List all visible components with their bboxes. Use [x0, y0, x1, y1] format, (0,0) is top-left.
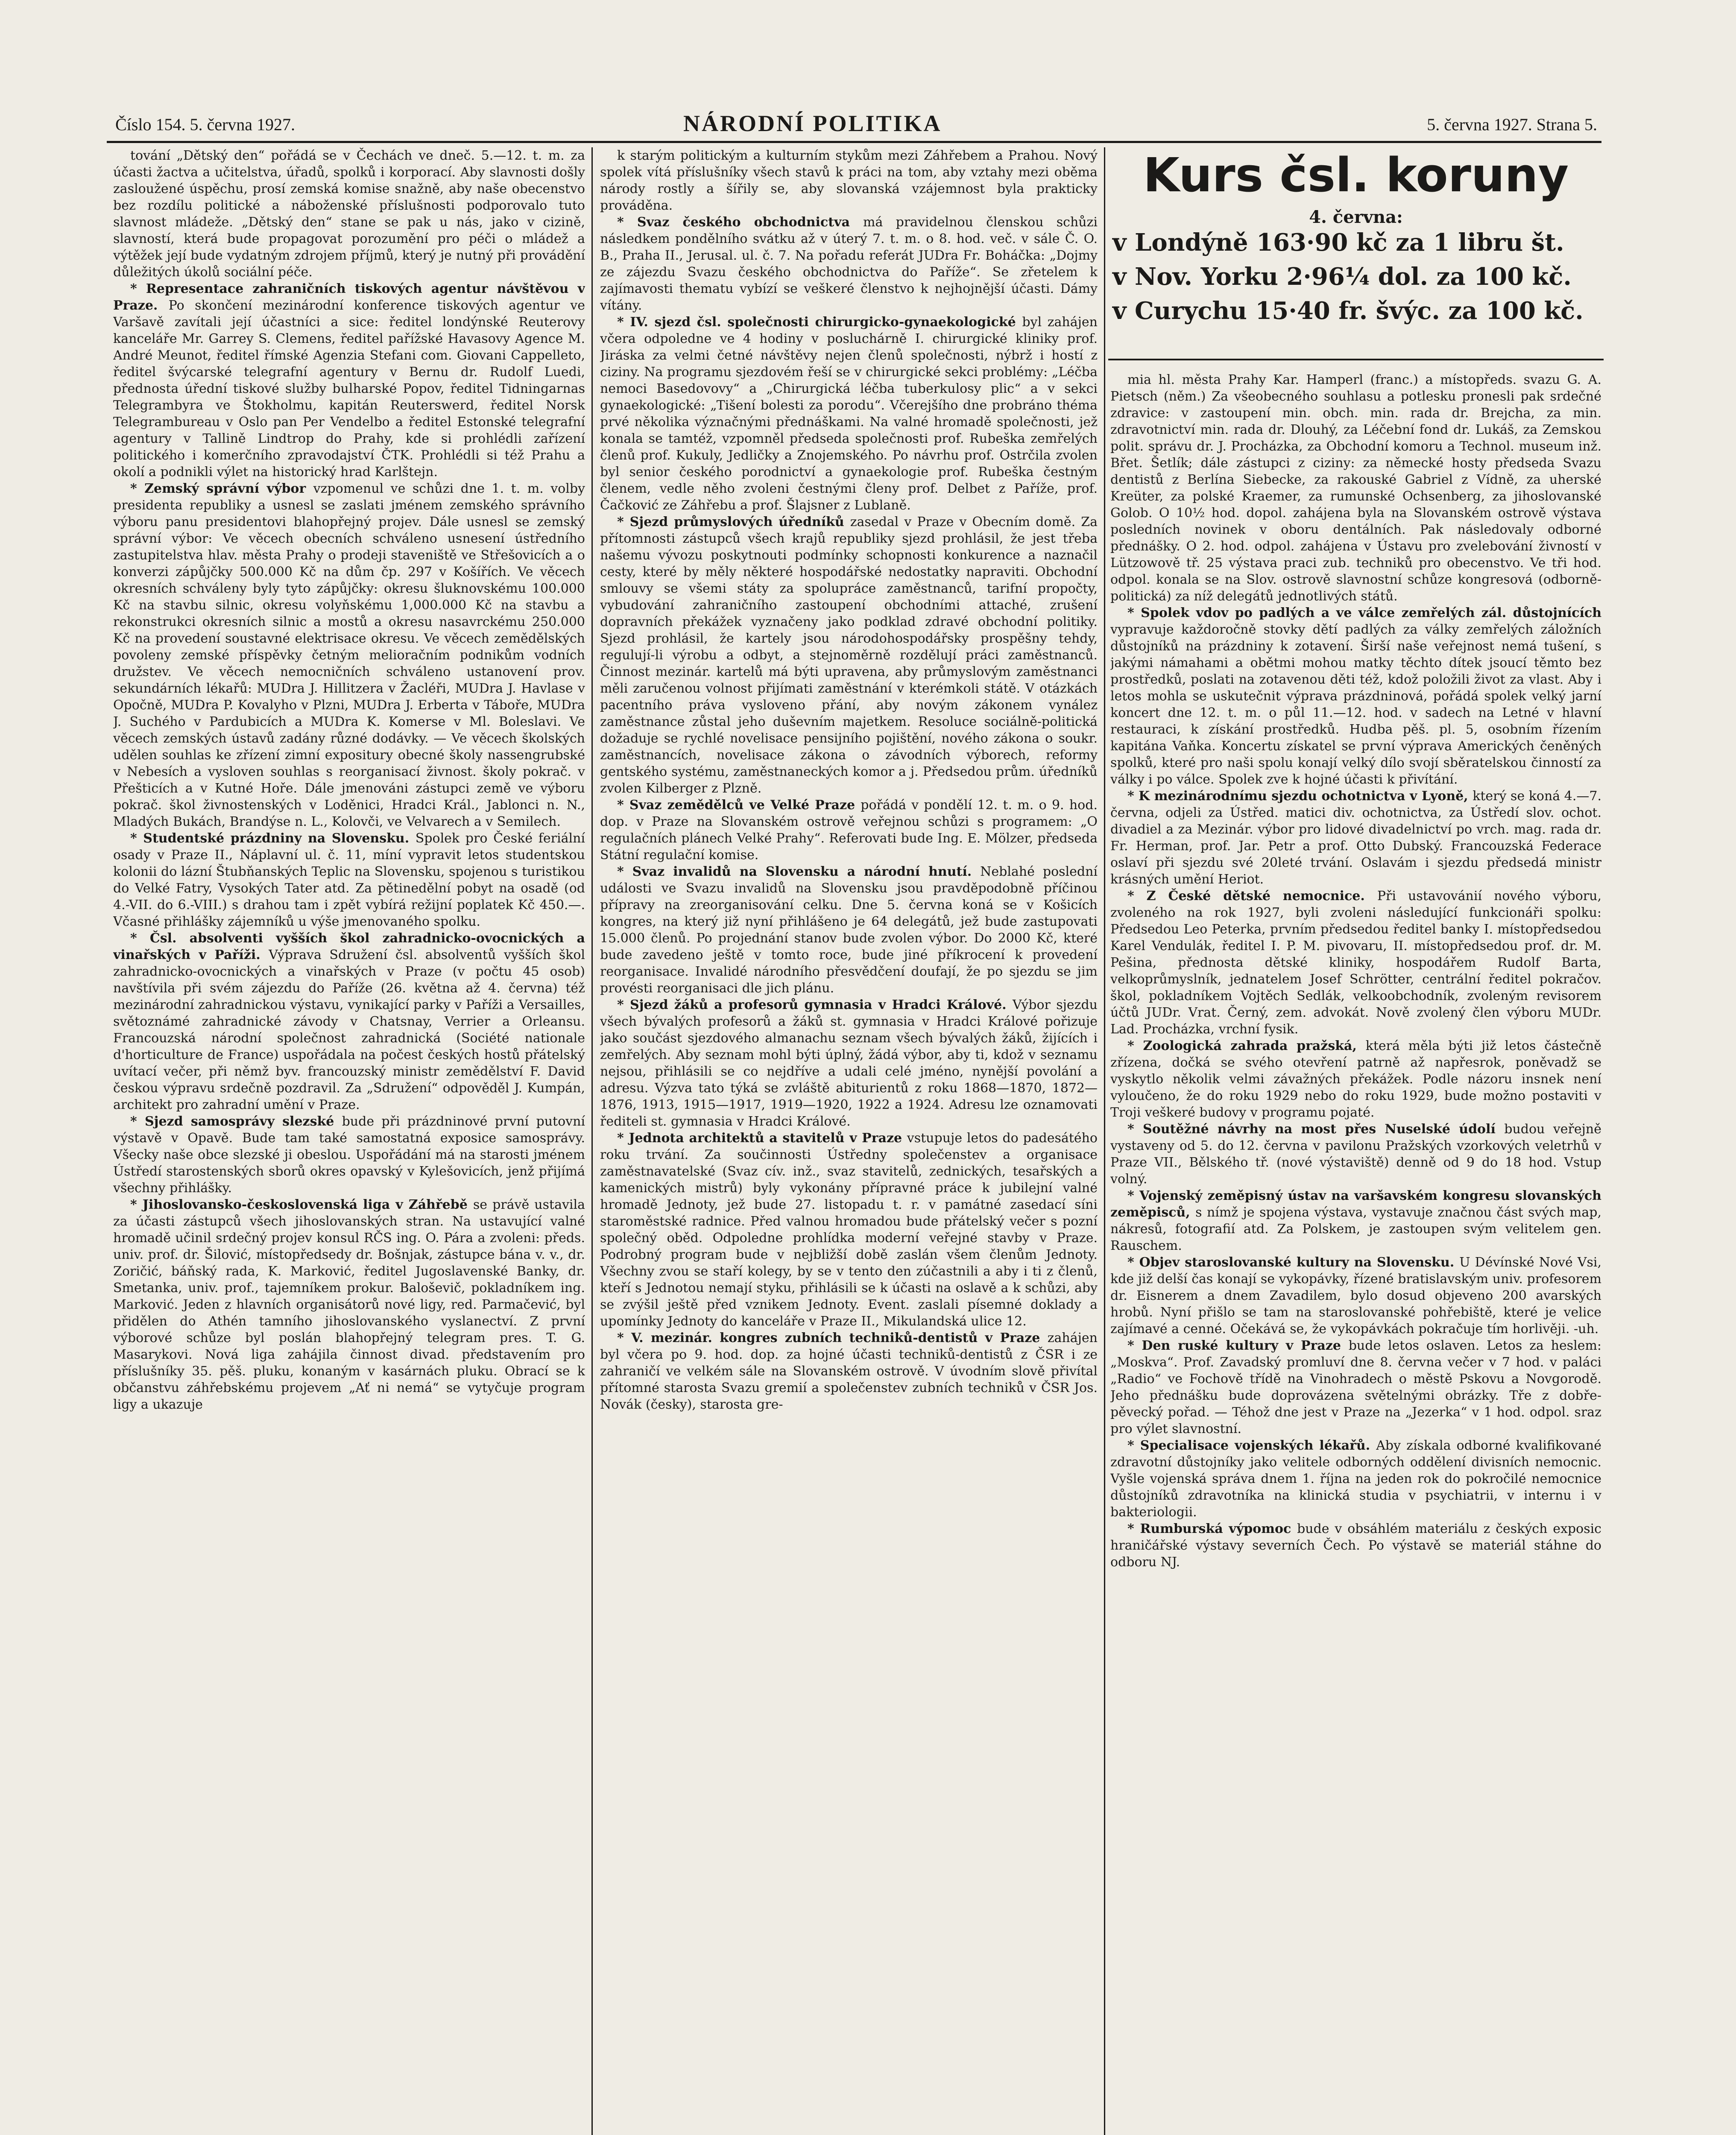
article-paragraph [1110, 1121, 1601, 1187]
article-paragraph [1110, 1521, 1601, 1571]
article-headline: * Specialisace vojenských lékařů. [1127, 1438, 1376, 1453]
article-paragraph [1110, 888, 1601, 1038]
article-paragraph [600, 147, 1098, 214]
column-3 [1110, 371, 1601, 2135]
article-headline: * Zemský správní výbor [130, 481, 313, 496]
article-paragraph [600, 314, 1098, 514]
article-body: budou veřejně vystaveny od 5. do 12. června v pavilonu Pražských vzorkových veletrhů v Praze VII., Bělského tř. (nové výstaviště) denně od 9 do 18 hod. Vstup volný. [1110, 1122, 1601, 1187]
article-headline: * IV. sjezd čsl. společnosti chirurgicko-gynaekologické [617, 315, 1022, 330]
article-headline: * Vojenský zeměpisný ústav na varšavském kongresu slovanských zeměpisců, [1110, 1188, 1601, 1220]
article-body: byl zahájen včera odpoledne ve 4 hodiny v posluchárně I. chirurgické kliniky prof. Jiráska za velmi četné návštěvy nejen členů společnosti, nýbrž i hostí z ciziny. Na programu sjezdovém řeší se v chirurgické sekci problémy: „Léčba nemoci Basedovovy“ a „Chirurgická léčba tuberkulosy plic“ a v sekci gynaekologické: „Tišení bolesti za porodu“. Včerejšího dne probráno théma prvé několika význačnými přednáškami. Na valné hromadě společnosti, jež konala se tamtéž, vzpomněl předseda společnosti prof. Rubeška zemřelých členů prof. Kukuly, Jedličky a Znojemského. Po návrhu prof. Ostrčila zvolen byl senior českého porodnictví a gynaekologie prof. Rubeška čestným členem, vedle něho zvoleni čestnými členy prof. Delbet z Paříže, prof. Čačković ze Záhřebu a prof. Šlajsner z Lublaně. [600, 315, 1098, 513]
article-body: pořádá v pondělí 12. t. m. o 9. hod. dop. v Praze na Slovanském ostrově veřejnou schůzi s programem: „O regulačních plánech Velké Prahy“. Referovati bude Ing. E. Mölzer, předseda Státní regulační komise. [600, 798, 1098, 863]
article-paragraph [600, 797, 1098, 863]
article-body: s nímž je spojena výstava, vystavuje značnou část svých map, nákresů, fotografií atd. Za Polskem, je zastoupen svým velitelem gen. Rauschem. [1110, 1205, 1601, 1253]
article-paragraph [113, 147, 585, 281]
article-body: bude v obsáhlém materiálu z českých exposic hraničářské výstavy severních Čech. Po výstavě se materiál stáhne do odboru NJ. [1110, 1521, 1601, 1570]
article-body: má pravidelnou členskou schůzi následkem pondělního svátku až v úterý 7. t. m. o 8. hod. več. v sále Č. O. B., Praha II., Jerusal. ul. č. 7. Na pořadu referát JUDra Fr. Boháčka: „Dojmy ze zájezdu Svazu českého obchodnictva do Paříže“. Se zřetelem k zajímavosti thematu vybízí se veškeré členstvo k nejhojnější účasti. Dámy vítány. [600, 215, 1098, 313]
article-paragraph [600, 214, 1098, 314]
article-body: mia hl. města Prahy Kar. Hamperl (franc.) a místopředs. svazu G. A. Pietsch (něm.) Za všeobecného souhlasu a potlesku pronesli pak srdečné zdravice: v zastoupení min. obch. min. rada dr. Brejcha, za min. zdravotnictví min. rada dr. Dlouhý, za Léčební fond dr. Lukáš, za Zemskou polit. správu dr. J. Procházka, za Obchodní komoru a Technol. museum inž. Břet. Šetlík; dále zástupci z ciziny: za německé hosty předseda Svazu dentistů z Berlína Siebecke, za rakouské Gabriel z Vídně, za uherské Kreüter, za polské Kraemer, za rumunské Ochsenberg, za jihoslovanské Golob. O 10½ hod. dopol. zahájena byla na Slovanském ostrově výstava posledních novinek v oboru dentálních. Pak následovaly odborné přednášky. O 2. hod. odpol. zahájena v Ústavu pro zvelebování živností v Lützowově tř. 25 výstava praci zub. techniků pro obecenstvo. Ve tři hod. odpol. konala se na Slov. ostrově slavnostní schůze kongresová (odborně-politická) za níž delegátů jednotlivých států. [1110, 372, 1601, 604]
rate-new-york: v Nov. Yorku 2·96¼ dol. za 100 kč. [1112, 263, 1572, 291]
column-divider-1 [591, 147, 593, 2135]
rate-london: v Londýně 163·90 kč za 1 libru št. [1112, 228, 1564, 257]
column-2 [600, 147, 1098, 2135]
article-headline: * K mezinárodnímu sjezdu ochotnictva v Lyoně, [1127, 789, 1473, 804]
article-paragraph [1110, 788, 1601, 888]
article-paragraph [600, 863, 1098, 997]
article-body: který se koná 4.—7. června, odjeli za Ústřed. matici div. ochotnictva, za Ústředí slov. ochot. divadiel a za Mezinár. výbor pro lidové divadelnictví po vrch. mag. rada dr. Fr. Herman, prof. Jar. Petr a prof. Otto Dubský. Francouzská Federace oslaví při sjezdu své 20leté trvání. Oslavám i sjezdu předsedá ministr krásných umění Heriot. [1110, 789, 1601, 887]
article-headline: * Svaz zemědělců ve Velké Praze [617, 798, 861, 813]
article-paragraph [113, 830, 585, 930]
masthead-title: NÁRODNÍ POLITIKA [683, 111, 942, 136]
article-body: tování „Dětský den“ pořádá se v Čechách ve dneč. 5.—12. t. m. za účasti žactva a učitelstva, úřadů, spolků i korporací. Aby slavnosti došly zasloužené úspěchu, prosí zemská komise snažně, aby naše obecenstvo bez rozdílu politické a náboženské příslušnosti podporovalo tuto slavnost mládeže. „Dětský den“ stane se pak u nás, jako v cizině, slavností, která bude propagovat porozumění pro péči o mládež a výtěžek její bude vydatným zdrojem příjmů, který je nutný při provádění důležitých úkolů sociální péče. [113, 148, 585, 280]
article-headline: * Den ruské kultury v Praze [1127, 1338, 1349, 1353]
article-paragraph [600, 997, 1098, 1130]
article-body: vstupuje letos do padesátého roku trvání. Za součinnosti Ústředny společenstev a organisace zaměstnavatelské (Svaz cív. inž., svaz stavitelů, zednických, tesařských a kamenických mistrů) byly vykonány přípravné práce k jubilejní valné hromadě Jednoty, jež bude 27. listopadu t. r. v památné zasedací síni staroměstské radnice. Před valnou hromadou bude přátelský večer s pozní společný oběd. Odpoledne prohlídka moderní veřejné stavby v Praze. Podrobný program bude v nejbližší době zaslán všem členům Jednoty. Všechny zvou se staří kolegy, by se v tento den zúčastnili a aby i ti z členů, kteří s Jednotou nemají styku, přihlásili se k účasti na oslavě a k schůzi, aby se zvýšil ještě před vznikem Jednoty. Event. zaslali písemné doklady a upomínky Jednoty do kanceláře v Praze II., Mikulandská ulice 12. [600, 1131, 1098, 1329]
article-headline: * Svaz invalidů na Slovensku a národní hnutí. [617, 864, 981, 879]
article-body: zasedal v Praze v Obecním domě. Za přítomnosti zástupců všech krajů republiky sjezd prohlásil, že jest třeba našemu vývozu poskytnouti podmínky schopnosti konkurence a naznačil cesty, které by měly některé hospodářské nedostatky napraviti. Obchodní smlouvy se všemi státy za spolupráce zaměstnanců, tarifní propočty, vybudování zahraničního zastoupení obchodními attaché, zrušení dopravních překážek vyznačeny jako podklad zdravé obchodní politiky. Sjezd prohlásil, že kartely jsou národohospodářsky prospěšny tehdy, regulují-li výrobu a odbyt, a stejnoměrně rozdělují práci zaměstnanců. Činnost mezinár. kartelů má býti upravena, aby průmyslovým zaměstnanci měli zaručenou volnost přijímati zaměstnání v kterémkoli státě. V otázkách pacentního práva vysloveno přání, aby novým zákonem vynález zaměstnance zůstal jeho duševním majetkem. Resoluce sociálně-politická dožaduje se rychlé novelisace pensijního pojištění, nového zákona o soukr. zaměstnancích, novelisace zákona o závodních výborech, reformy gentského systému, zaměstnaneckých komor a j. Předsedou prům. úředníků zvolen Kilberger z Plzně. [600, 515, 1098, 796]
article-headline: * Svaz českého obchodnictva [617, 215, 864, 230]
page-header [107, 107, 1601, 141]
article-paragraph [113, 930, 585, 1113]
article-paragraph [1110, 1337, 1601, 1437]
article-body: Výbor sjezdu všech bývalých profesorů a žáků st. gymnasia v Hradci Králové pořizuje jako součást sjezdového almanachu seznam všech bývalých žáků, žijících i zemřelých. Aby seznam mohl býti úplný, žádá výbor, aby ti, kdož v seznamu nejsou, přihlásili se co nejdříve a udali celé jméno, nynější povolání a adresu. Výzva tato týká se zvláště abiturientů z roku 1868—1870, 1872—1876, 1913, 1915—1917, 1919—1920, 1922 a 1924. Adresu lze oznamovati řediteli st. gymnasia v Hradci Králové. [600, 997, 1098, 1129]
column-1 [113, 147, 585, 2135]
article-body: bude letos oslaven. Letos za heslem: „Moskva“. Prof. Zavadský promluví dne 8. června večer v 7 hod. v paláci „Radio“ ve Fochově třídě na Vinohradech o městě Pskovu a Novgorodě. Jeho přednášku bude doprovázena světelnými obrázky. Tře z dobře-pěvecký pořad. — Téhož dne jest v Praze na „Jezerka“ v 1 hod. odpol. sraz pro výlet slavnostní. [1110, 1338, 1601, 1436]
column-divider-2 [1104, 147, 1105, 2135]
page-date-number: 5. června 1927. Strana 5. [1427, 115, 1597, 134]
article-body: U Dévínské Nové Vsi, kde již delší čas konají se vykopávky, řízené bratislavským univ. profesorem dr. Eisnerem a dnem Zavadilem, bylo dosud objeveno 200 avarských hrobů. Nyní přišlo se tam na staroslovanské pohřebiště, které je velice zajímavé a cenné. Očekává se, že vykopávkách pokračuje tím horlivěji. -uh. [1110, 1255, 1601, 1337]
article-body: bude při prázdninové první putovní výstavě v Opavě. Bude tam také samostatná exposice samosprávy. Všecky naše obce slezské ji obeslou. Uspořádání má na starosti jménem Ústředí starostenských sborů okres opavský v Kylešovicích, jenž přijímá všechny přihlášky. [113, 1114, 585, 1196]
article-headline: * Spolek vdov po padlých a ve válce zemřelých zál. důstojnících [1127, 605, 1601, 620]
article-paragraph [113, 480, 585, 830]
article-body: Spolek pro České feriální osady v Praze II., Náplavní ul. č. 11, míní vypravit letos studentskou kolonii do lázní Štubňanských Teplic na Slovensku, spojenou s turistikou do Velké Fatry, Vysokých Tater atd. Za pětinedělní pobyt na osadě (od 4.-VII. do 6.-VIII.) s drahou tam i zpět vybírá režijní poplatek Kč 450.—. Včasné přihlášky zájemníků u výše jmenovaného spolku. [113, 831, 585, 929]
exchange-rate-box [1108, 147, 1604, 352]
article-body: Při ustavovánií nového výboru, zvoleného na rok 1927, byli zvoleni následující funkcionáři spolku: Předsedou Leo Peterka, prvním předsedou ředitel banky I. místopředsedou Karel Vendulák, ředitel I. P. M. pivovaru, II. místopředsedou prof. dr. M. Pešina, přednosta dětské kliniky, hospodářem Rudolf Barta, velkoprůmyslník, jednatelem Josef Schrötter, centrální ředitel pokračov. škol, pokladníkem Vojtěch Sedlák, velkoobchodník, zvoleným revisorem účtů JUDr. Vrat. Černý, zem. advokát. Nově zvolený člen výboru MUDr. Lad. Procházka, vrchní fysik. [1110, 889, 1601, 1037]
article-body: vypravuje každoročně stovky dětí padlých za války zemřelých záložních důstojníků na prázdniny k zotavení. Širší naše veřejnost nemá tušení, s jakými námahami a obětmi mohou matky těchto dítek jsoucí těmto bez prostředků, poslati na zotavenou děti též, kdož položili život za vlast. Aby i letos mohla se uskutečnit výprava prázdninová, pořádá spolek velký jarní koncert dne 12. t. m. o půl 11.—12. hod. v sadech na Letné v hlavní restauraci, k získání prostředků. Hudba pěš. pl. 5, osobním řízením kapitána Vaňka. Koncertu získatel se první výprava Amerických čeněných spolků, které pro naši spolu konají velký dílo svojí sběratelskou činností za války i po válce. Spolek zve k hojné účasti k přivítání. [1110, 622, 1601, 787]
exchange-rate-title: Kurs čsl. koruny [1143, 148, 1569, 202]
article-paragraph [1110, 1038, 1601, 1121]
article-body: Výprava Sdružení čsl. absolventů vyšších škol zahradnicko-ovocnických a vinařských v Praze (v počtu 45 osob) navštívila při svém zájezdu do Paříže (26. května až 4. června) též mezinárodní zahradnickou výstavu, vynikající parky v Paříži a Versailles, světoznámé zahradnické závody v Chatsnay, Verrier a Orleansu. Francouzská národní společnost zahradnická (Société nationale d'horticulture de France) uspořádala na počest českých hostů přátelský uvítací večer, při němž byv. francouzský ministr zemědělství F. David českou výpravu srdečně pozdravil. Za „Sdružení“ odpověděl J. Kumpán, architekt pro zahradní umění v Praze. [113, 948, 585, 1112]
article-paragraph [113, 281, 585, 480]
rate-zurich: v Curychu 15·40 fr. švýc. za 100 kč. [1112, 297, 1584, 325]
exchange-rate-date: 4. června: [1309, 207, 1403, 227]
article-body: Neblahé poslední události ve Svazu invalidů na Slovensku jsou pravděpodobně příčinou přípravy na zreorganisování celku. Dne 5. června koná se v Košicích kongres, na který již nyní přihlášeno je 64 delegátů, jež bude zastupovati 15.000 členů. Po projednání stanov bude zvolen výbor. Do 2000 Kč, které bude zavedeno ještě v tomto roce, bude jiné příkrocení k provedení reorganisace. Invalidé národního přesvědčení doufají, že po sjezdu se jim provésti reorganisaci dle jich plánu. [600, 864, 1098, 996]
article-paragraph [1110, 1254, 1601, 1337]
article-headline: * Čsl. absolventi vyšších škol zahradnicko-ovocnických a vinařských v Paříži. [113, 931, 585, 962]
article-headline: * Sjezd samosprávy slezské [130, 1114, 342, 1129]
article-body: vzpomenul ve schůzi dne 1. t. m. volby presidenta republiky a usnesl se zaslati jménem zemského správního výboru panu presidentovi blahopřejný projev. Dále usnesl se zemský správní výbor: Ve věcech obecních schváleno usnesení ústředního zastupitelstva hlav. města Prahy o prodeji staveniště ve Střešovicích a o konverzi zápůjčky 500.000 Kč na dům čp. 297 v Košířích. Ve věcech okresních schváleny byly tyto zápůjčky: okresu šluknovskému 100.000 Kč na stavbu silnic, okresu volyňskému 1,000.000 Kč na stavbu a rekonstrukci okresních silnic a mostů a okresu nasavrckému 250.000 Kč na provedení soustavné elektrisace okresu. Ve věcech zemědělských povoleny zemské příspěvky četným melioračním podnikům vodních družstev. Ve věcech nemocničních schváleno ustanovení prov. sekundárních lékařů: MUDra J. Hillitzera v Žacléři, MUDra J. Havlase v Opočně, MUDra P. Kovalyho v Plzni, MUDra J. Erberta v Táboře, MUDra J. Suchého v Pardubicích a MUDra K. Komerse v Ml. Boleslavi. Ve věcech zemských ústavů zadány různé dodávky. — Ve věcech školských udělen souhlas ke zřízení zimní expositury obecné školy nassengrubské v Nebesích a vysloven souhlas s reorganisací živnost. školy pokrač. v Přešticích a v Kutné Hoře. Dále jmenováni zástupci země ve výboru pokrač. škol živnostenských v Loděnici, Hradci Král., Jablonci n. N., Mladých Bukách, Brandýse n. L., Kolovči, ve Velvarech a v Semilech. [113, 481, 585, 829]
article-headline: * Soutěžné návrhy na most přes Nuselské údolí [1127, 1122, 1505, 1137]
article-body: zahájen byl včera po 9. hod. dop. za hojné účasti techniků-dentistů z ČSR i ze zahraničí ve velkém sále na Slovanském ostrově. V úvodním slově přivítal přítomné starosta Svazu gremií a společenstev zubních techniků v ČSR Jos. Novák (česky), starosta gre- [600, 1331, 1098, 1412]
article-headline: * Studentské prázdniny na Slovensku. [130, 831, 416, 846]
article-headline: * Objev staroslovanské kultury na Slovensku. [1127, 1255, 1460, 1270]
article-headline: * Sjezd průmyslových úředníků [617, 515, 850, 529]
article-body: Aby získala odborné kvalifikované zdravotní důstojníky jako velitele odborných oddělení divisních nemocnic. Vyšle vojenská správa dnem 1. října na jeden rok do pokročilé nemocnice důstojníků zdravotníka na klinická studia v psychiatrii, v internu i v bakteriologii. [1110, 1438, 1601, 1520]
article-headline: * Rumburská výpomoc [1127, 1521, 1297, 1536]
article-headline: * Jednota architektů a stavitelů v Praze [617, 1131, 907, 1146]
article-paragraph [1110, 1187, 1601, 1254]
article-headline: * Jihoslovansko-československá liga v Záhřebě [130, 1197, 473, 1212]
article-paragraph [600, 1330, 1098, 1413]
article-paragraph [113, 1196, 585, 1413]
article-body: k starým politickým a kulturním stykům mezi Záhřebem a Prahou. Nový spolek vítá příslušníky všech stavů k práci na tom, aby vztahy mezi oběma národy rostly a šířily se, aby slovanská vzájemnost byla prakticky prováděna. [600, 148, 1098, 213]
article-headline: * Representace zahraničních tiskových agentur návštěvou v Praze. [113, 281, 585, 313]
article-paragraph [1110, 605, 1601, 788]
exchange-rate-rule [1108, 359, 1604, 360]
article-headline: * Sjezd žáků a profesorů gymnasia v Hradci Králové. [617, 997, 1013, 1012]
issue-info: Číslo 154. 5. června 1927. [115, 115, 296, 134]
article-body: která měla býti již letos částečně zřízena, dočká se svého otevření patrně až napřesrok, poněvadž se vyskytlo několik velmi závažných překážek. Podle názoru insnek není vyloučeno, že do roku 1929 nebo do roku 1929, bude možno postaviti v Troji veškeré budovy v programu pojaté. [1110, 1038, 1601, 1120]
article-paragraph [600, 514, 1098, 797]
article-headline: * Z České dětské nemocnice. [1127, 889, 1377, 904]
article-body: Po skončení mezinárodní konference tiskových agentur ve Varšavě zavítali její účastníci a sice: ředitel londýnské Reuterovy kanceláře Mr. Garrey S. Clemens, ředitel pařížské Havasovy Agence M. André Meunot, ředitel římské Agenzia Stefani com. Giovani Cappelleto, ředitel švýcarské telegrafní agentury v Bernu dr. Rudolf Luedi, přednosta úřední tiskové služby bulharské Popov, ředitel Tidningarnas Telegrambyra ve Štokholmu, kapitán Reuterswerd, ředitel Norsk Telegrambureau v Oslo pan Per Vendelbo a ředitel Estonské telegrafní agentury v Tallině Lindtrop do Prahy, kde si prohlédli zařízení politického i komerčního zpravodajství ČTK. Prohlédli si též Prahu a okolí a podnikli výlet na historický hrad Karlštejn. [113, 298, 585, 480]
header-rule [107, 141, 1601, 143]
article-paragraph [113, 1113, 585, 1196]
article-headline: * V. mezinár. kongres zubních techniků-dentistů v Praze [617, 1331, 1048, 1345]
article-body: se právě ustavila za účasti zástupců všech jihoslovanských stran. Na ustavující valné hromadě učinil srdečný projev konsul RČS ing. O. Pára a zvoleni: předs. univ. prof. dr. Šilović, místopředsedy dr. Bošnjak, zástupce bána v. v., dr. Zoričić, báňský rada, K. Marković, ředitel Jugoslavenské Banky, dr. Smetanka, univ. prof., tajemníkem prokur. Baloševič, pokladníkem ing. Marković. Jeden z hlavních organisátorů nové ligy, red. Parmačević, byl přidělen do Athén tamního jihoslovanského vyslanectví. Z první výborové schůze byl poslán blahopřejný telegram pres. T. G. Masarykovi. Nová liga zahájila činnost divad. představením pro příslušníky 35. pěš. pluku, konaným v kasárnách pluku. Obrací se k občanstvu záhřebskému projevem „Ať ni nemá“ se vytyčuje program ligy a ukazuje [113, 1197, 585, 1412]
article-paragraph [1110, 371, 1601, 605]
article-paragraph [1110, 1437, 1601, 1521]
article-paragraph [600, 1130, 1098, 1330]
article-headline: * Zoologická zahrada pražská, [1127, 1038, 1366, 1053]
